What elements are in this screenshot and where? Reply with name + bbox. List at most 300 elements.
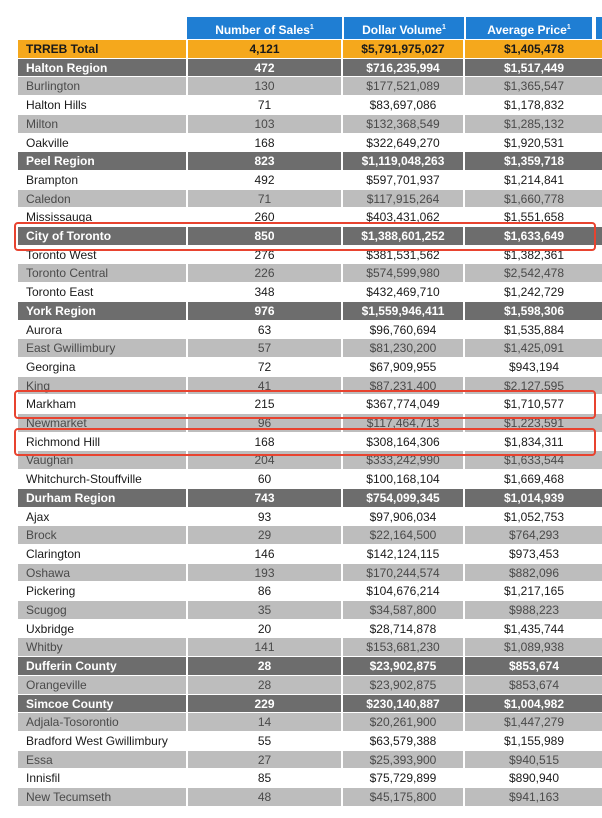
row-price-cell: $1,004,982 bbox=[503, 696, 565, 711]
right-edge-strip bbox=[596, 96, 602, 115]
column-divider bbox=[186, 321, 188, 340]
column-divider bbox=[186, 470, 188, 489]
right-edge-strip bbox=[596, 601, 602, 620]
row-price-cell: $1,660,778 bbox=[503, 191, 565, 206]
row-name-cell: Burlington bbox=[26, 79, 81, 94]
row-sales-cell: 146 bbox=[254, 546, 275, 561]
row-volume-cell: $117,464,713 bbox=[366, 416, 440, 430]
row-sales-cell: 260 bbox=[254, 210, 275, 225]
row-name-cell: Brock bbox=[26, 528, 57, 543]
column-divider bbox=[186, 489, 188, 508]
right-edge-strip bbox=[596, 395, 602, 414]
row-name-cell: Clarington bbox=[26, 546, 81, 561]
column-divider bbox=[463, 190, 465, 209]
row-name-cell: Caledon bbox=[26, 191, 71, 206]
row-name-cell: Simcoe County bbox=[26, 696, 114, 711]
header-price-label: Average Price bbox=[487, 23, 567, 37]
row-price-cell: $1,285,132 bbox=[503, 116, 565, 131]
column-divider bbox=[341, 134, 343, 153]
column-divider bbox=[463, 264, 465, 283]
row-price-cell: $1,089,938 bbox=[503, 640, 565, 655]
column-divider bbox=[463, 713, 465, 732]
row-sales-cell: 57 bbox=[257, 341, 272, 356]
row-name-cell: Scugog bbox=[26, 603, 67, 617]
row-volume-cell: $381,531,562 bbox=[366, 247, 440, 262]
column-divider bbox=[341, 96, 343, 115]
region-row bbox=[18, 657, 602, 676]
right-edge-strip bbox=[596, 657, 602, 676]
row-price-cell: $943,194 bbox=[508, 359, 560, 374]
table-row bbox=[18, 264, 602, 283]
column-divider bbox=[186, 302, 188, 321]
header-price-footnote: 1 bbox=[566, 24, 571, 31]
row-sales-cell: 229 bbox=[254, 696, 275, 711]
column-divider bbox=[463, 638, 465, 657]
column-divider bbox=[341, 171, 343, 190]
row-price-cell: $1,517,449 bbox=[503, 60, 565, 75]
right-edge-strip bbox=[596, 283, 602, 302]
header-number-of-sales bbox=[187, 17, 342, 39]
row-volume-cell: $81,230,200 bbox=[369, 341, 437, 356]
row-price-cell: $1,052,753 bbox=[503, 509, 565, 524]
column-divider bbox=[463, 470, 465, 489]
header-edge-strip bbox=[596, 17, 602, 39]
row-sales-cell: 226 bbox=[254, 266, 275, 281]
row-name-cell: Georgina bbox=[26, 359, 76, 374]
column-divider bbox=[186, 564, 188, 583]
row-sales-cell: 29 bbox=[257, 528, 272, 543]
column-divider bbox=[341, 339, 343, 358]
row-name-cell: City of Toronto bbox=[26, 229, 112, 243]
row-name-cell: York Region bbox=[26, 303, 96, 318]
column-divider bbox=[341, 788, 343, 807]
row-volume-cell: $754,099,345 bbox=[366, 490, 440, 505]
table-row bbox=[18, 77, 602, 96]
row-sales-cell: 48 bbox=[257, 790, 272, 804]
row-volume-cell: $230,140,887 bbox=[366, 696, 440, 711]
column-divider bbox=[341, 152, 343, 171]
column-divider bbox=[341, 77, 343, 96]
row-sales-cell: 492 bbox=[254, 172, 275, 187]
row-sales-cell: 976 bbox=[254, 303, 275, 318]
table-row bbox=[18, 526, 602, 545]
right-edge-strip bbox=[596, 190, 602, 209]
column-divider bbox=[341, 358, 343, 377]
row-name-cell: Peel Region bbox=[26, 154, 95, 169]
row-price-cell: $1,014,939 bbox=[503, 490, 565, 505]
table-row bbox=[18, 358, 602, 377]
row-volume-cell: $75,729,899 bbox=[369, 771, 437, 786]
column-divider bbox=[341, 508, 343, 527]
row-price-cell: $1,435,744 bbox=[503, 621, 565, 636]
row-volume-cell: $83,697,086 bbox=[369, 98, 437, 113]
row-name-cell: Newmarket bbox=[26, 416, 87, 430]
column-divider bbox=[186, 601, 188, 620]
table-row bbox=[18, 96, 602, 115]
column-divider bbox=[463, 769, 465, 788]
column-divider bbox=[463, 620, 465, 639]
column-divider bbox=[186, 732, 188, 751]
row-name-cell: Dufferin County bbox=[26, 659, 117, 674]
right-edge-strip bbox=[596, 321, 602, 340]
column-divider bbox=[463, 582, 465, 601]
row-name-cell: Essa bbox=[26, 752, 53, 767]
row-name-cell: Ajax bbox=[26, 509, 50, 524]
row-price-cell: $1,214,841 bbox=[503, 172, 565, 187]
column-divider bbox=[463, 676, 465, 695]
row-volume-cell: $5,791,975,027 bbox=[361, 42, 445, 56]
row-volume-cell: $25,393,900 bbox=[369, 752, 437, 767]
row-sales-cell: 28 bbox=[257, 659, 272, 674]
column-divider bbox=[341, 489, 343, 508]
column-divider bbox=[341, 582, 343, 601]
column-divider bbox=[186, 283, 188, 302]
column-divider bbox=[463, 115, 465, 134]
row-sales-cell: 85 bbox=[257, 771, 272, 786]
row-volume-cell: $1,388,601,252 bbox=[361, 229, 445, 243]
column-divider bbox=[463, 508, 465, 527]
row-name-cell: Markham bbox=[26, 397, 77, 412]
row-sales-cell: 168 bbox=[254, 434, 275, 449]
column-divider bbox=[463, 751, 465, 770]
region-row bbox=[18, 302, 602, 321]
row-name-cell: Uxbridge bbox=[26, 621, 75, 636]
row-sales-cell: 130 bbox=[254, 79, 275, 94]
row-name-cell: Richmond Hill bbox=[26, 434, 101, 449]
column-divider bbox=[463, 358, 465, 377]
column-divider bbox=[341, 564, 343, 583]
row-price-cell: $1,155,989 bbox=[503, 733, 565, 748]
column-divider bbox=[186, 96, 188, 115]
column-divider bbox=[341, 638, 343, 657]
right-edge-strip bbox=[596, 414, 602, 433]
right-edge-strip bbox=[596, 302, 602, 321]
right-edge-strip bbox=[596, 564, 602, 583]
table-row bbox=[18, 545, 602, 564]
column-divider bbox=[463, 96, 465, 115]
column-divider bbox=[463, 564, 465, 583]
row-divider bbox=[18, 806, 602, 807]
row-name-cell: Orangeville bbox=[26, 677, 87, 692]
region-row bbox=[18, 695, 602, 714]
row-volume-cell: $45,175,800 bbox=[369, 790, 437, 804]
row-name-cell: Halton Hills bbox=[26, 98, 87, 113]
row-price-cell: $1,425,091 bbox=[503, 341, 565, 356]
column-divider bbox=[463, 134, 465, 153]
region-row bbox=[18, 59, 602, 78]
row-name-cell: Whitchurch-Stouffville bbox=[26, 472, 142, 487]
row-price-cell: $1,359,718 bbox=[503, 154, 565, 169]
column-divider bbox=[341, 264, 343, 283]
row-price-cell: $1,447,279 bbox=[503, 715, 565, 730]
column-divider bbox=[463, 171, 465, 190]
row-price-cell: $1,217,165 bbox=[503, 584, 565, 599]
table-row bbox=[18, 582, 602, 601]
row-name-cell: Adjala-Tosorontio bbox=[26, 715, 119, 730]
row-volume-cell: $177,521,089 bbox=[366, 79, 440, 94]
column-divider bbox=[186, 526, 188, 545]
row-name-cell: Durham Region bbox=[26, 490, 116, 505]
header-dollar-volume bbox=[344, 17, 464, 39]
right-edge-strip bbox=[596, 545, 602, 564]
row-volume-cell: $23,902,875 bbox=[369, 659, 437, 674]
row-name-cell: King bbox=[26, 378, 51, 393]
column-divider bbox=[463, 732, 465, 751]
right-edge-strip bbox=[596, 377, 602, 396]
column-divider bbox=[186, 620, 188, 639]
row-name-cell: Innisfil bbox=[26, 771, 61, 786]
row-sales-cell: 823 bbox=[254, 154, 275, 169]
table-row bbox=[18, 676, 602, 695]
table-row bbox=[18, 190, 602, 209]
row-volume-cell: $597,701,937 bbox=[366, 172, 440, 187]
right-edge-strip bbox=[596, 59, 602, 78]
column-divider bbox=[341, 40, 343, 59]
row-price-cell: $1,242,729 bbox=[503, 285, 565, 300]
column-divider bbox=[463, 77, 465, 96]
row-sales-cell: 193 bbox=[254, 565, 275, 580]
row-sales-cell: 71 bbox=[257, 191, 272, 206]
row-sales-cell: 204 bbox=[254, 453, 275, 468]
column-divider bbox=[341, 601, 343, 620]
header-average-price bbox=[466, 17, 592, 39]
right-edge-strip bbox=[596, 713, 602, 732]
column-divider bbox=[463, 601, 465, 620]
row-volume-cell: $1,559,946,411 bbox=[361, 303, 445, 318]
column-divider bbox=[463, 339, 465, 358]
row-price-cell: $1,178,832 bbox=[503, 98, 565, 113]
row-name-cell: Aurora bbox=[26, 322, 63, 337]
right-edge-strip bbox=[596, 208, 602, 227]
column-divider bbox=[186, 545, 188, 564]
header-volume-label: Dollar Volume bbox=[362, 23, 442, 37]
right-edge-strip bbox=[596, 264, 602, 283]
right-edge-strip bbox=[596, 171, 602, 190]
right-edge-strip bbox=[596, 246, 602, 265]
row-sales-cell: 14 bbox=[257, 715, 272, 730]
table-row bbox=[18, 788, 602, 807]
row-name-cell: Brampton bbox=[26, 172, 79, 187]
row-price-cell: $1,405,478 bbox=[503, 42, 565, 56]
right-edge-strip bbox=[596, 134, 602, 153]
row-volume-cell: $20,261,900 bbox=[369, 715, 437, 730]
right-edge-strip bbox=[596, 732, 602, 751]
highlight-box bbox=[14, 428, 596, 457]
row-name-cell: Halton Region bbox=[26, 60, 108, 75]
row-volume-cell: $104,676,214 bbox=[366, 584, 440, 599]
row-sales-cell: 276 bbox=[254, 247, 275, 262]
column-divider bbox=[463, 302, 465, 321]
column-divider bbox=[463, 283, 465, 302]
column-divider bbox=[341, 470, 343, 489]
right-edge-strip bbox=[596, 676, 602, 695]
row-sales-cell: 4,121 bbox=[249, 42, 280, 56]
row-name-cell: East Gwillimbury bbox=[26, 341, 116, 356]
column-divider bbox=[186, 769, 188, 788]
column-divider bbox=[186, 695, 188, 714]
table-row bbox=[18, 283, 602, 302]
right-edge-strip bbox=[596, 470, 602, 489]
column-divider bbox=[341, 769, 343, 788]
table-row bbox=[18, 769, 602, 788]
column-divider bbox=[186, 751, 188, 770]
table-row bbox=[18, 713, 602, 732]
table-row bbox=[18, 115, 602, 134]
column-divider bbox=[186, 657, 188, 676]
row-price-cell: $973,453 bbox=[508, 546, 560, 561]
right-edge-strip bbox=[596, 77, 602, 96]
row-sales-cell: 103 bbox=[254, 116, 275, 131]
row-price-cell: $1,535,884 bbox=[503, 322, 565, 337]
row-volume-cell: $117,915,264 bbox=[366, 191, 440, 206]
row-volume-cell: $574,599,980 bbox=[366, 266, 440, 281]
row-sales-cell: 27 bbox=[257, 752, 272, 767]
row-price-cell: $1,920,531 bbox=[503, 135, 565, 150]
column-divider bbox=[186, 152, 188, 171]
right-edge-strip bbox=[596, 433, 602, 452]
row-sales-cell: 20 bbox=[257, 621, 272, 636]
row-name-cell: New Tecumseth bbox=[26, 790, 112, 804]
right-edge-strip bbox=[596, 152, 602, 171]
row-sales-cell: 96 bbox=[257, 416, 272, 430]
column-divider bbox=[341, 732, 343, 751]
row-volume-cell: $97,906,034 bbox=[369, 509, 437, 524]
row-volume-cell: $1,119,048,263 bbox=[361, 154, 445, 169]
row-price-cell: $2,127,595 bbox=[503, 378, 565, 393]
row-sales-cell: 41 bbox=[257, 378, 272, 393]
row-volume-cell: $87,231,400 bbox=[369, 378, 437, 393]
row-volume-cell: $308,164,306 bbox=[366, 434, 440, 449]
row-price-cell: $764,293 bbox=[508, 528, 560, 543]
row-price-cell: $988,223 bbox=[508, 603, 560, 617]
row-price-cell: $1,598,306 bbox=[503, 303, 565, 318]
row-sales-cell: 850 bbox=[254, 229, 275, 243]
column-divider bbox=[341, 713, 343, 732]
row-sales-cell: 28 bbox=[257, 677, 272, 692]
row-sales-cell: 63 bbox=[257, 322, 272, 337]
row-price-cell: $1,633,649 bbox=[503, 229, 565, 243]
column-divider bbox=[186, 134, 188, 153]
column-divider bbox=[341, 695, 343, 714]
row-sales-cell: 743 bbox=[254, 490, 275, 505]
row-sales-cell: 141 bbox=[254, 640, 275, 655]
table-row bbox=[18, 508, 602, 527]
row-price-cell: $1,633,544 bbox=[503, 453, 565, 468]
table-row bbox=[18, 134, 602, 153]
right-edge-strip bbox=[596, 40, 602, 59]
column-divider bbox=[341, 657, 343, 676]
row-name-cell: Toronto West bbox=[26, 247, 97, 262]
column-divider bbox=[186, 264, 188, 283]
row-sales-cell: 348 bbox=[254, 285, 275, 300]
column-divider bbox=[463, 788, 465, 807]
column-divider bbox=[186, 77, 188, 96]
table-row bbox=[18, 620, 602, 639]
row-name-cell: TRREB Total bbox=[26, 42, 99, 56]
header-sales-label: Number of Sales bbox=[215, 23, 310, 37]
row-price-cell: $1,551,658 bbox=[503, 210, 565, 225]
row-volume-cell: $432,469,710 bbox=[366, 285, 440, 300]
right-edge-strip bbox=[596, 582, 602, 601]
right-edge-strip bbox=[596, 751, 602, 770]
column-divider bbox=[341, 545, 343, 564]
column-divider bbox=[463, 59, 465, 78]
right-edge-strip bbox=[596, 508, 602, 527]
table-row bbox=[18, 601, 602, 620]
highlight-box bbox=[14, 222, 596, 251]
row-price-cell: $1,710,577 bbox=[503, 397, 565, 412]
right-edge-strip bbox=[596, 115, 602, 134]
column-divider bbox=[463, 545, 465, 564]
row-name-cell: Bradford West Gwillimbury bbox=[26, 733, 168, 748]
region-row bbox=[18, 489, 602, 508]
row-volume-cell: $63,579,388 bbox=[369, 733, 437, 748]
total-row bbox=[18, 40, 602, 59]
row-name-cell: Whitby bbox=[26, 640, 63, 655]
column-divider bbox=[186, 788, 188, 807]
column-divider bbox=[341, 751, 343, 770]
right-edge-strip bbox=[596, 227, 602, 246]
row-name-cell: Oakville bbox=[26, 135, 69, 150]
row-price-cell: $1,834,311 bbox=[504, 434, 564, 449]
row-sales-cell: 72 bbox=[257, 359, 272, 374]
right-edge-strip bbox=[596, 526, 602, 545]
column-divider bbox=[341, 283, 343, 302]
row-sales-cell: 86 bbox=[257, 584, 272, 599]
row-sales-cell: 93 bbox=[257, 509, 272, 524]
row-name-cell: Vaughan bbox=[26, 453, 74, 468]
column-divider bbox=[186, 582, 188, 601]
row-price-cell: $853,674 bbox=[508, 659, 560, 674]
table-row bbox=[18, 470, 602, 489]
row-volume-cell: $170,244,574 bbox=[366, 565, 440, 580]
row-price-cell: $1,223,591 bbox=[503, 416, 565, 430]
row-volume-cell: $333,242,990 bbox=[366, 453, 440, 468]
column-divider bbox=[186, 171, 188, 190]
row-price-cell: $890,940 bbox=[508, 771, 560, 786]
column-divider bbox=[463, 321, 465, 340]
column-divider bbox=[463, 40, 465, 59]
column-divider bbox=[186, 713, 188, 732]
row-name-cell: Milton bbox=[26, 116, 59, 131]
row-price-cell: $941,163 bbox=[508, 790, 560, 804]
column-divider bbox=[186, 115, 188, 134]
row-volume-cell: $322,649,270 bbox=[366, 135, 440, 150]
column-divider bbox=[463, 526, 465, 545]
column-divider bbox=[341, 526, 343, 545]
row-volume-cell: $132,368,549 bbox=[366, 116, 440, 131]
column-divider bbox=[186, 358, 188, 377]
row-sales-cell: 71 bbox=[257, 98, 272, 113]
row-volume-cell: $96,760,694 bbox=[369, 322, 437, 337]
row-volume-cell: $716,235,994 bbox=[366, 60, 440, 75]
column-divider bbox=[341, 115, 343, 134]
right-edge-strip bbox=[596, 339, 602, 358]
column-divider bbox=[186, 339, 188, 358]
column-divider bbox=[186, 508, 188, 527]
column-divider bbox=[463, 657, 465, 676]
right-edge-strip bbox=[596, 620, 602, 639]
row-sales-cell: 168 bbox=[254, 135, 275, 150]
right-edge-strip bbox=[596, 451, 602, 470]
row-volume-cell: $367,774,049 bbox=[366, 397, 440, 412]
column-divider bbox=[341, 302, 343, 321]
column-divider bbox=[186, 638, 188, 657]
column-divider bbox=[341, 190, 343, 209]
row-sales-cell: 55 bbox=[257, 733, 272, 748]
right-edge-strip bbox=[596, 788, 602, 807]
highlight-box bbox=[14, 390, 596, 419]
